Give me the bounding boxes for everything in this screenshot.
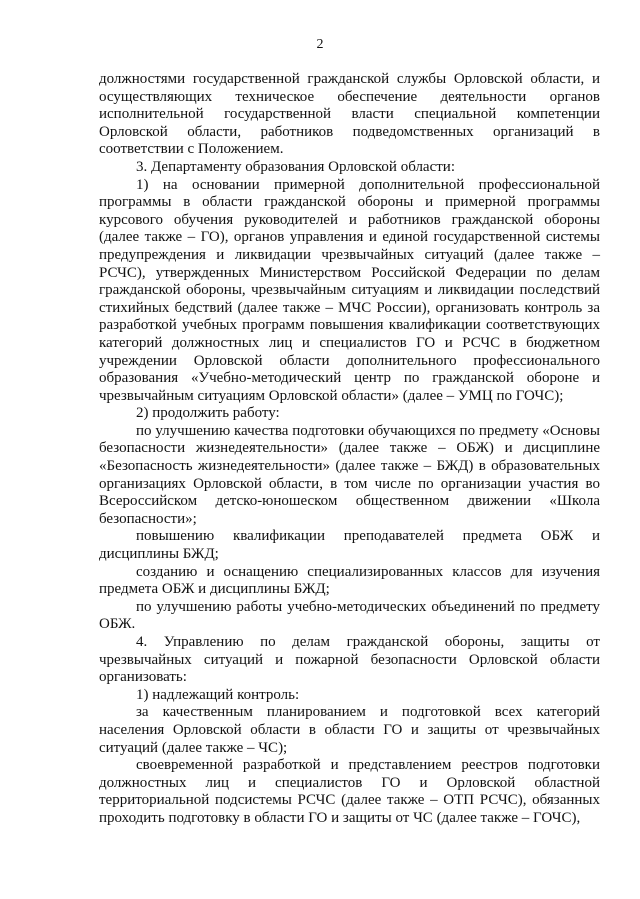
paragraph-methodical-unions: по улучшению работы учебно-методических объединений по предмету ОБЖ. (99, 598, 600, 633)
paragraph-classrooms: созданию и оснащению специализированных классов для изучения предмета ОБЖ и дисциплины БЖД; (99, 563, 600, 598)
paragraph-item-4: 4. Управлению по делам гражданской обороны, защиты от чрезвычайных ситуаций и пожарной безопасности Орловской области организовать: (99, 634, 600, 686)
paragraph-registers: своевременной разработкой и представлением реестров подготовки должностных лиц и специалистов ГО и Орловской областной территориальной подсистемы РСЧС (далее также – ОТП РСЧС), обязанных проходить подготовку в области ГО и защиты от ЧС (далее также – ГОЧС), (99, 757, 600, 826)
paragraph-continuation: должностями государственной гражданской службы Орловской области, и осуществляющих техническое обеспечение деятельности органов исполнительной государственной власти специальной компетенции Орловской области, работников подведомственных организаций в соответствии с Положением. (99, 71, 600, 158)
paragraph-item-3-2: 2) продолжить работу: (136, 405, 280, 422)
document-body (99, 71, 600, 828)
paragraph-qualification: повышению квалификации преподавателей предмета ОБЖ и дисциплины БЖД; (99, 528, 600, 563)
paragraph-item-4-1: 1) надлежащий контроль: (136, 686, 300, 703)
page-number: 2 (316, 37, 324, 52)
paragraph-population-training: за качественным планированием и подготовкой всех категорий населения Орловской области в области ГО и защиты от чрезвычайных ситуаций (далее также – ЧС); (99, 704, 600, 756)
paragraph-obzh-quality: по улучшению качества подготовки обучающихся по предмету «Основы безопасности жизнедеятельности» (далее также – ОБЖ) и дисциплине «Безопасность жизнедеятельности» (далее также – БЖД) в образовательных организациях Орловской области, в том числе по организации участия во Всероссийском детско-юношеском общественном движении «Школа безопасности»; (99, 422, 600, 527)
paragraph-item-3: 3. Департаменту образования Орловской области: (136, 158, 455, 175)
paragraph-item-3-1: 1) на основании примерной дополнительной профессиональной программы в области гражданской обороны и примерной программы курсового обучения руководителей и работников гражданской обороны (далее также – ГО), органов управления и единой государственной системы предупреждения и ликвидации чрезвычайных ситуаций (далее также – РСЧС), утвержденных Министерством Российской Федерации по делам гражданской обороны, чрезвычайным ситуациям и ликвидации последствий стихийных бедствий (далее также – МЧС России), организовать контроль за разработкой учебных программ повышения квалификации соответствующих категорий должностных лиц и специалистов ГО и РСЧС в бюджетном учреждении Орловской области дополнительного профессионального образования «Учебно-методический центр по гражданской обороне и чрезвычайным ситуациям Орловской области» (далее – УМЦ по ГОЧС); (99, 176, 600, 404)
